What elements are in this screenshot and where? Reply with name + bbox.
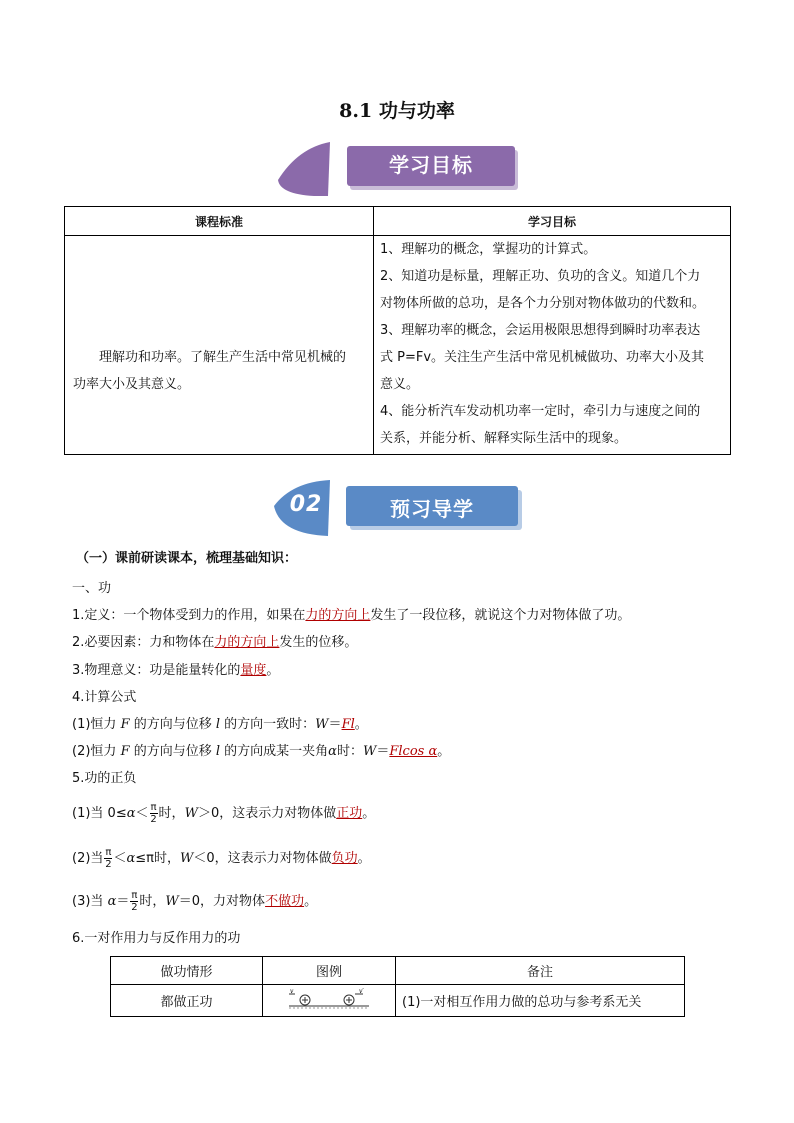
- subsection-work: 一、功: [72, 581, 112, 596]
- goal-line: 关系，并能分析、解释实际生活中的现象。: [380, 431, 628, 446]
- goal-line: 2、知道功是标量，理解正功、负功的含义。知道几个力: [380, 269, 701, 284]
- answer-factors: 力的方向上: [214, 635, 280, 650]
- goal-line: 3、理解功率的概念，会运用极限思想得到瞬时功率表达: [380, 323, 701, 338]
- answer-negative-work: 负功: [331, 851, 358, 866]
- goals-table: [64, 206, 731, 455]
- standard-cell: [65, 236, 374, 455]
- banner-preview-label: 预习导学: [390, 497, 474, 521]
- answer-meaning: 量度: [240, 663, 267, 678]
- goal-line: 意义。: [380, 377, 420, 392]
- answer-positive-work: 正功: [336, 806, 363, 821]
- velocity-label-right: v′: [359, 987, 364, 995]
- banner-preview-number: 02: [289, 492, 323, 517]
- formula-line-1: (1)恒力 F 的方向与位移 l 的方向一致时：W＝Fl。: [72, 717, 368, 732]
- header-figure: 图例: [263, 957, 396, 985]
- standard-line-1: 理解功和功率。了解生产生活中常见机械的: [99, 350, 347, 365]
- case-cell: 都做正功: [111, 985, 263, 1017]
- pair-title: 6.一对作用力与反作用力的功: [72, 931, 241, 946]
- answer-definition: 力的方向上: [305, 608, 371, 623]
- carts-figure: [287, 987, 371, 1011]
- standard-line-2: 功率大小及其意义。: [73, 377, 191, 392]
- goal-line: 式 P=Fv。关注生产生活中常见机械做功、功率大小及其: [380, 350, 705, 365]
- page-title: 8.1 功与功率: [339, 100, 455, 122]
- section-heading: （一）课前研读课本，梳理基础知识：: [76, 551, 298, 566]
- goal-line: 4、能分析汽车发动机功率一定时，牵引力与速度之间的: [380, 404, 701, 419]
- banner-learning-goals-label: 学习目标: [389, 153, 473, 177]
- header-goals: 学习目标: [374, 207, 731, 236]
- formula-title: 4.计算公式: [72, 690, 137, 705]
- meaning-line: 3.物理意义：功是能量转化的量度。: [72, 663, 280, 678]
- sign-title: 5.功的正负: [72, 771, 137, 786]
- goal-line: 对物体所做的总功，是各个力分别对物体做功的代数和。: [380, 296, 706, 311]
- factors-line: 2.必要因素：力和物体在力的方向上发生的位移。: [72, 635, 358, 650]
- header-note: 备注: [396, 957, 685, 985]
- velocity-label-left: v: [290, 987, 294, 995]
- goals-cell: [374, 236, 731, 455]
- answer-formula-1: Fl: [341, 717, 355, 732]
- note-cell: (1)一对相互作用力做的总功与参考系无关: [396, 985, 685, 1017]
- formula-line-2: (2)恒力 F 的方向与位移 l 的方向成某一夹角α时：W＝Flcos α。: [72, 744, 451, 759]
- sign-line-3: (3)当 α＝ $\frac{\pi}{2}$ 时，W＝0，力对物体不做功。: [72, 890, 318, 913]
- sign-line-2: (2)当 $\frac{\pi}{2}$ ＜α≤π时，W＜0，这表示力对物体做负功。: [72, 847, 371, 870]
- answer-formula-2: Flcos α: [389, 744, 438, 759]
- definition-line: 1.定义：一个物体受到力的作用，如果在力的方向上发生了一段位移，就说这个力对物体做了功。: [72, 608, 631, 623]
- answer-no-work: 不做功: [265, 894, 305, 909]
- sign-line-1: (1)当 0≤α＜ $\frac{\pi}{2}$ 时，W＞0，这表示力对物体做正功。: [72, 802, 376, 825]
- figure-cell: [263, 985, 396, 1017]
- goal-line: 1、理解功的概念，掌握功的计算式。: [380, 242, 597, 257]
- pair-table: [110, 956, 685, 1017]
- header-case: 做功情形: [111, 957, 263, 985]
- header-standard: 课程标准: [65, 207, 374, 236]
